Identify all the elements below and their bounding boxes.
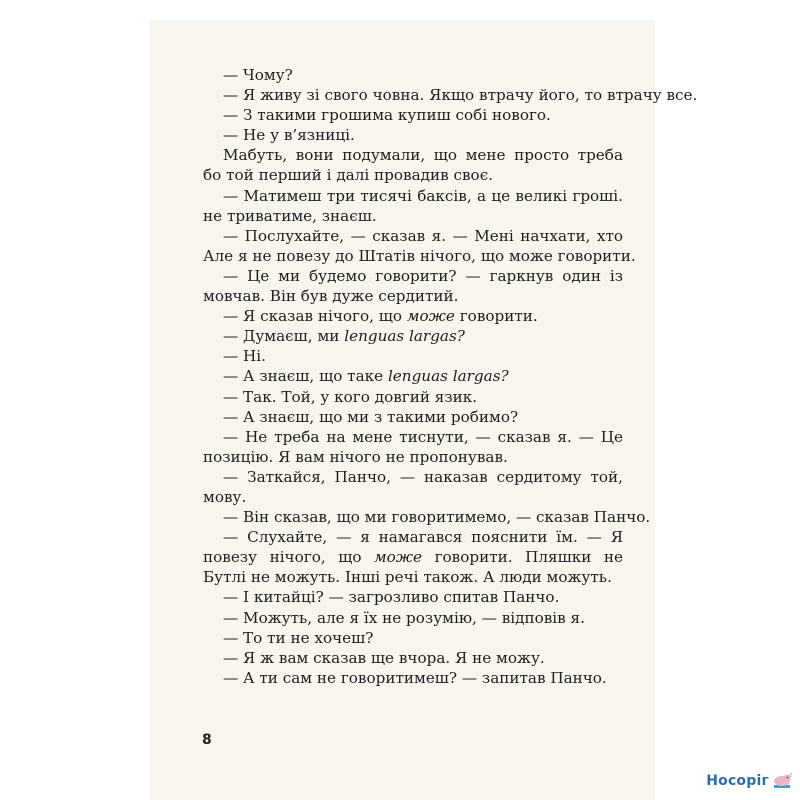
text-line: — А ти сам не говоритимеш? — запитав Панчо. <box>223 668 607 687</box>
text-line: не триватиме, знаєш. <box>203 206 377 225</box>
text-line: — Можуть, але я їх не розумію, — відповів я. <box>223 608 585 627</box>
text-line: — Чому? <box>223 66 293 84</box>
text-segment: — Думаєш, ми <box>223 327 345 346</box>
text-line: — А знаєш, що ми з такими робимо? <box>223 407 519 426</box>
text-line: — Це ми будемо говорити? — гаркнув один із <box>223 266 623 285</box>
text-line: — Ні. <box>223 347 266 366</box>
text-segment: — Я сказав нічого, що <box>223 307 407 326</box>
text-segment: говорити. Пляшки не <box>434 548 623 567</box>
emphasis-text: може <box>374 548 423 567</box>
watermark-logo <box>703 770 796 792</box>
emphasis-text: lenguas largas? <box>387 367 509 386</box>
text-line: позицію. Я вам нічого не пропонував. <box>203 447 508 466</box>
text-line: — І китайці? — загрозливо спитав Панчо. <box>223 588 560 607</box>
rhino-icon <box>771 772 793 790</box>
emphasis-text: lenguas largas? <box>344 327 465 346</box>
emphasis-text: може <box>406 307 455 326</box>
page-text <box>203 65 698 688</box>
text-line: Бутлі не можуть. Інші речі також. А люди можуть. <box>203 568 612 587</box>
text-line <box>203 306 623 326</box>
text-segment: повезу нічого, що <box>203 548 375 567</box>
text-line: — Матимеш три тисячі баксів, а це великі гроші. <box>223 186 623 205</box>
text-line: — Слухайте, — я намагався пояснити їм. — Я <box>223 528 623 547</box>
text-line <box>203 326 623 346</box>
text-line: Але я не повезу до Штатів нічого, що може говорити. <box>203 246 636 265</box>
book-page <box>150 20 698 800</box>
text-line: — Не у в’язниці. <box>223 126 355 145</box>
text-line: — Послухайте, — сказав я. — Мені начхати, хто <box>223 226 623 245</box>
text-line: — Я ж вам сказав ще вчора. Я не можу. <box>223 648 545 667</box>
text-line: — Так. Той, у кого довгий язик. <box>223 387 478 406</box>
text-line: — Не треба на мене тиснути, — сказав я. — Це <box>223 427 623 446</box>
text-line: — То ти не хочеш? <box>223 628 374 647</box>
text-line: — Він сказав, що ми говоритимемо, — сказав Панчо. <box>223 508 651 527</box>
text-line: мову. <box>203 487 247 506</box>
page-number: 8 <box>202 732 212 748</box>
watermark-text: Носоріг <box>706 773 769 789</box>
text-segment: говорити. <box>454 307 538 326</box>
text-line: мовчав. Він був дуже сердитий. <box>203 287 459 306</box>
text-line <box>203 366 623 386</box>
text-line: Мабуть, вони подумали, що мене просто треба <box>223 146 623 165</box>
text-line: — Я живу зі свого човна. Якщо втрачу його, то втрачу все. <box>223 86 698 105</box>
text-line <box>203 547 623 567</box>
text-line: — З такими грошима купиш собі нового. <box>223 106 551 125</box>
text-line: — Заткайся, Панчо, — наказав сердитому той, <box>223 467 623 486</box>
text-line: бо той перший і далі провадив своє. <box>203 166 494 185</box>
text-segment: — А знаєш, що таке <box>223 367 388 386</box>
